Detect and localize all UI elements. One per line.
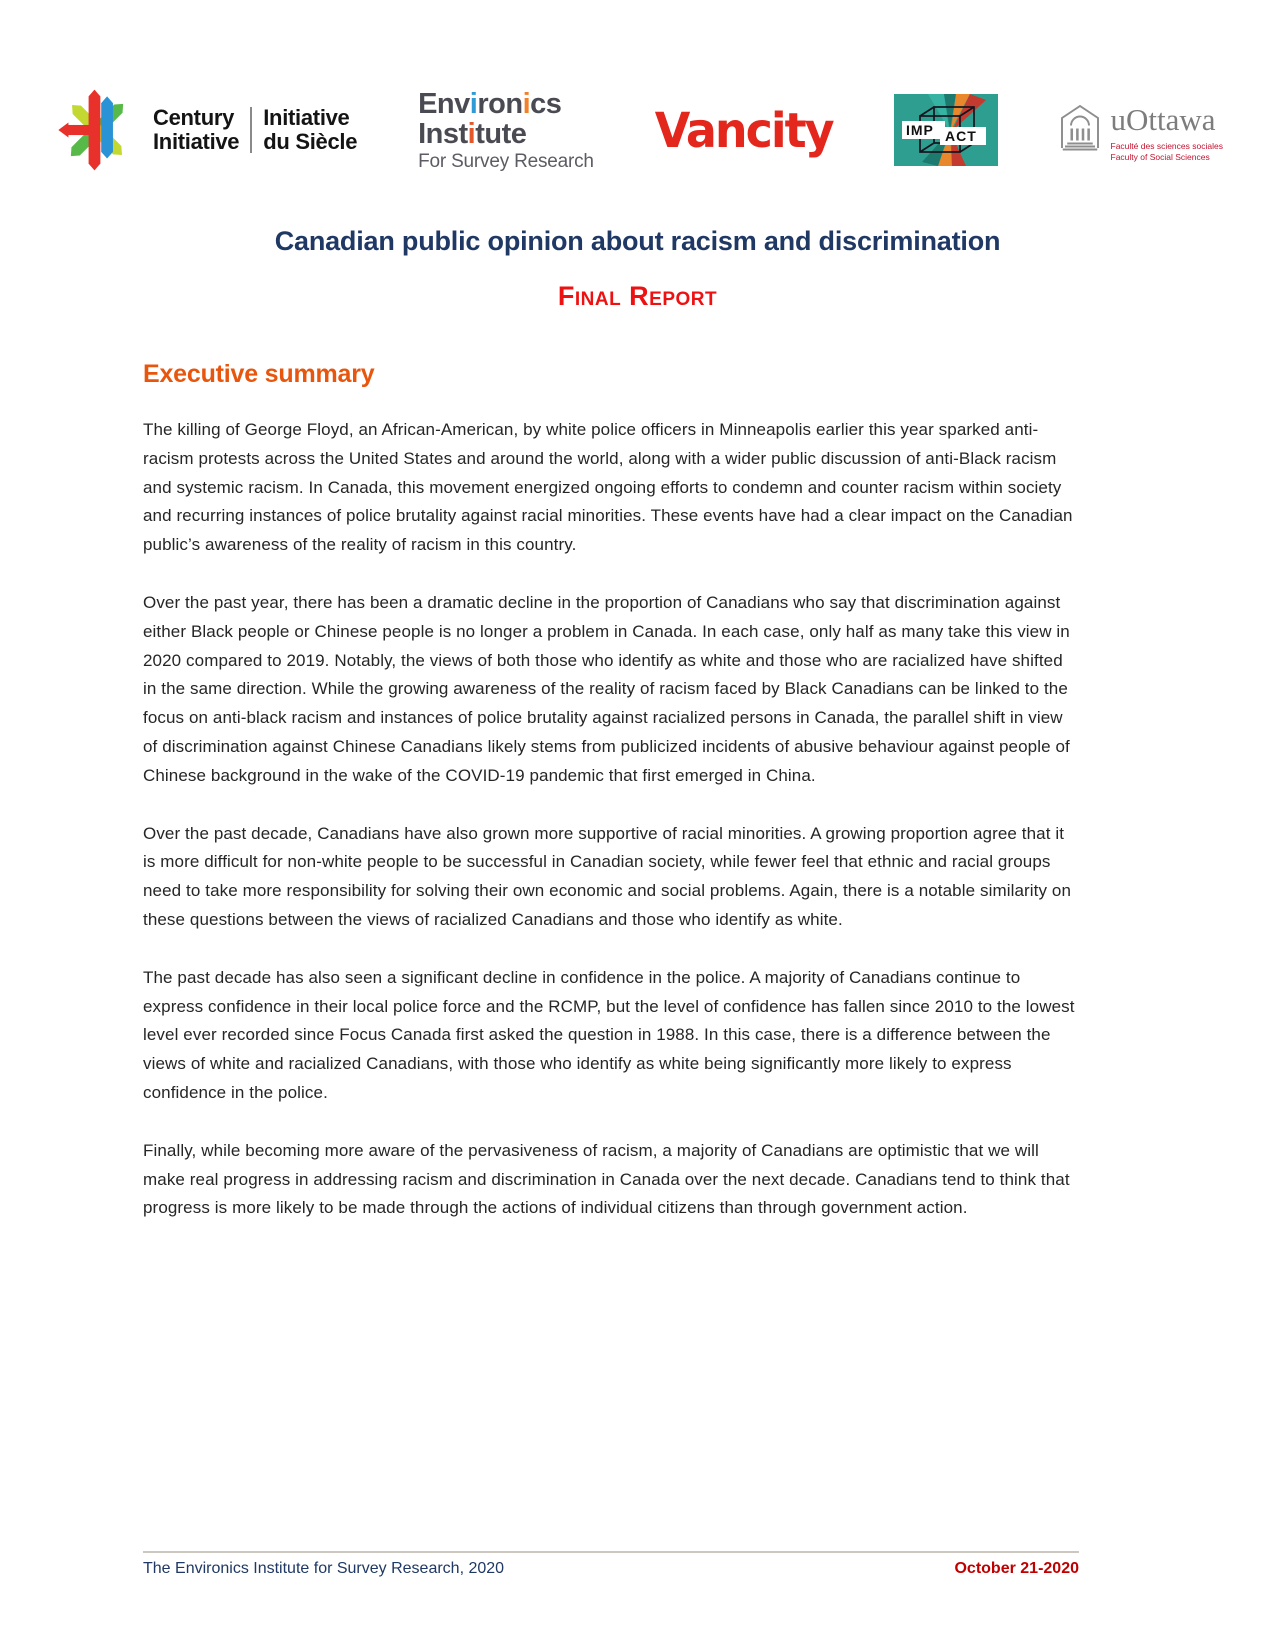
century-en-line1: Century [153, 105, 235, 131]
century-initiative-logo [55, 84, 357, 176]
century-fr-line2: du Siècle [263, 129, 358, 154]
uottawa-faculty-text [1111, 141, 1223, 162]
page-subtitle: Final Report [557, 281, 718, 311]
uottawa-building-icon [1059, 98, 1101, 156]
century-star-icon [55, 84, 139, 176]
partner-logo-row [55, 78, 1223, 182]
summary-paragraph: The past decade has also seen a significant decline in confidence in the police. A majority of Canadians continue to express confidence in their local police force and the RCMP, but the level of confidence has fallen since 2010 to the lowest level ever recorded since Focus Canada first asked the question in 1988. In this case, there is a difference between the views of white and racialized Canadians, with those who identify as white being significantly more likely to express confidence in the police. [143, 967, 1075, 1102]
page-title: Canadian public opinion about racism and discrimination [274, 226, 1001, 256]
page-footer [143, 1560, 1079, 1578]
footer-date: October 21-2020 [954, 1560, 1079, 1577]
impact-label-imp: IMP [905, 122, 934, 138]
summary-paragraph: Finally, while becoming more aware of the pervasiveness of racism, a majority of Canadians are optimistic that we will make real progress in addressing racism and discrimination in Canada over the next decade. Canadians tend to think that progress is more likely to be made through the actions of individual citizens than through government action. [143, 1140, 1070, 1218]
section-heading: Executive summary [143, 360, 375, 388]
vancity-logo: Vancity [654, 101, 833, 159]
century-divider [250, 107, 252, 153]
century-wordmark [153, 106, 357, 154]
century-wordmark-fr [263, 106, 357, 154]
executive-summary-section [143, 360, 1079, 1252]
environics-institute-logo [418, 89, 594, 171]
century-wordmark-en [153, 106, 239, 154]
uottawa-faculty-fr: Faculté des sciences sociales [1110, 140, 1223, 151]
uottawa-faculty-en: Faculty of Social Sciences [1110, 151, 1210, 162]
impact-logo-graphic [894, 94, 998, 166]
summary-paragraph: Over the past decade, Canadians have also grown more supportive of racial minorities. A growing proportion agree that it is more difficult for non-white people to be successful in Canadian society, while fewer feel that ethnic and racial groups need to take more responsibility for solving their own economic and social problems. Again, there is a notable similarity on these questions between the views of racialized Canadians and those who identify as white. [143, 823, 1072, 929]
summary-paragraph: The killing of George Floyd, an African-American, by white police officers in Minneapolis earlier this year sparked anti-racism protests across the United States and around the world, along with a wider public discussion of anti-Black racism and systemic racism. In Canada, this movement energized ongoing efforts to condemn and counter racism within society and recurring instances of police brutality against racial minorities. These events have had a clear impact on the Canadian public’s awareness of the reality of racism in this country. [143, 420, 1073, 555]
impact-logo [894, 94, 998, 166]
uottawa-text-block [1111, 98, 1223, 162]
environics-wordmark: Environics [418, 87, 562, 120]
environics-tagline: For Survey Research [418, 151, 594, 173]
uottawa-wordmark: uOttawa [1110, 101, 1216, 137]
century-en-line2: Initiative [153, 129, 240, 154]
environics-institute-word: Institute [418, 118, 527, 150]
uottawa-logo [1059, 98, 1223, 162]
summary-paragraph: Over the past year, there has been a dramatic decline in the proportion of Canadians who say that discrimination against either Black people or Chinese people is no longer a problem in Canada. In each case, only half as many take this view in 2020 compared to 2019. Notably, the views of both those who identify as white and those who are racialized have shifted in the same direction. While the growing awareness of the reality of racism faced by Black Canadians can be linked to the focus on anti-black racism and instances of police brutality against racialized persons in Canada, the parallel shift in view of discrimination against Chinese Canadians likely stems from publicized incidents of abusive behaviour against people of Chinese background in the wake of the COVID-19 pandemic that first emerged in China. [143, 592, 1070, 785]
century-fr-line1: Initiative [263, 105, 350, 131]
impact-label-act: ACT [944, 128, 977, 144]
footer-divider [143, 1551, 1079, 1553]
footer-organization: The Environics Institute for Survey Research, 2020 [143, 1560, 505, 1577]
